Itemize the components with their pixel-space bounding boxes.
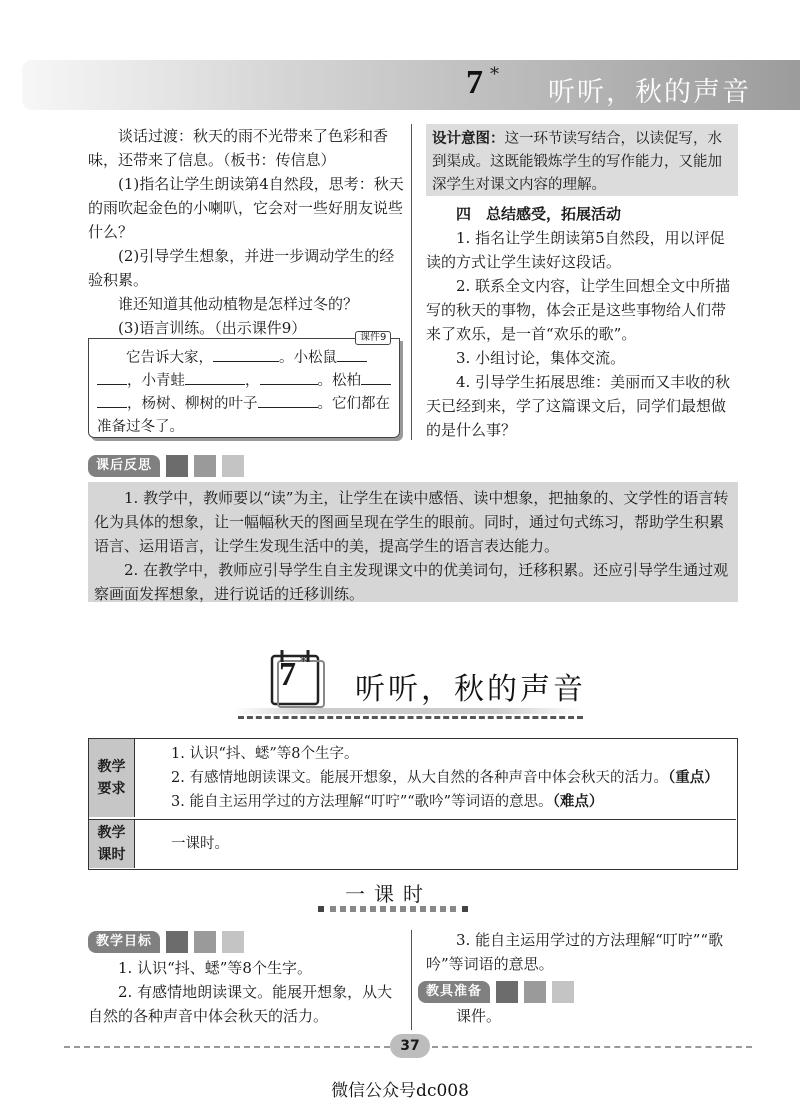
table-row	[89, 820, 736, 868]
reflection-label: 课后反思	[88, 455, 160, 477]
decor-square-icon	[552, 981, 574, 1003]
paragraph: 2. 在教学中，教师应引导学生自主发现课文中的优美词句，迁移积累。还应引导学生通过观察画面发挥想象，进行说话的迁移训练。	[94, 561, 729, 603]
lesson-time: 一课时。	[171, 836, 229, 852]
fill-blank	[361, 370, 391, 385]
period-heading: 一课时	[345, 882, 432, 906]
left-column-text	[88, 124, 406, 340]
column-divider	[411, 124, 412, 440]
lesson-number: 7	[279, 656, 296, 693]
paragraph: 1. 认识“抖、蟋”等8个生字。	[118, 959, 312, 977]
list-item: 3. 能自主运用学过的方法理解“叮咛”“歌吟”等词语的意思。（难点）	[171, 794, 604, 810]
page-number: 37	[390, 1034, 430, 1058]
decor-square-icon	[194, 931, 216, 953]
paragraph: 4. 引导学生拓展思维：美丽而又丰收的秋天已经到来，学了这篇课文后，同学们最想做的是什么事？	[426, 373, 731, 439]
row-label: 教学 课时	[89, 820, 135, 868]
teaching-goals-label-row	[88, 930, 244, 954]
fill-blank	[260, 370, 318, 385]
design-intent-box: 设计意图：这一环节读写结合，以读促写，水到渠成。这既能锻炼学生的写作能力，又能加深学生对课文内容的理解。	[426, 124, 738, 196]
teaching-requirements-table	[88, 738, 738, 870]
decor-square-icon	[496, 981, 518, 1003]
reflection-label-row	[88, 454, 244, 478]
list-item: 1. 认识“抖、蟋”等8个生字。	[171, 746, 359, 762]
fill-blank	[185, 370, 245, 385]
lesson-title: 听听，秋的声音	[355, 672, 586, 707]
paragraph: (3)语言训练。（出示课件9）	[118, 319, 307, 337]
decor-square-icon	[524, 981, 546, 1003]
row-label: 教学 要求	[89, 739, 135, 817]
fill-blank	[337, 347, 367, 362]
tools-label-row	[418, 980, 574, 1004]
section-title: 四 总结感受，拓展活动	[456, 205, 622, 223]
courseware-tag: 课件9	[355, 331, 391, 345]
table-row	[89, 739, 736, 820]
period-heading-dots	[318, 905, 468, 913]
tools-label: 教具准备	[418, 981, 490, 1003]
teaching-goals-text	[88, 956, 406, 1028]
decor-square-icon	[166, 455, 188, 477]
paragraph: (2)引导学生想象，并进一步调动学生的经验积累。	[88, 247, 395, 289]
list-item: 2. 有感情地朗读课文。能展开想象，从大自然的各种声音中体会秋天的活力。（重点）	[171, 770, 719, 786]
header-title: 听听，秋的声音	[548, 77, 751, 108]
footer-dash	[432, 1046, 752, 1048]
paragraph: 谁还知道其他动植物是怎样过冬的？	[118, 295, 359, 313]
paragraph: 2. 有感情地朗读课文。能展开想象，从大自然的各种声音中体会秋天的活力。	[88, 983, 393, 1025]
calendar-icon	[268, 648, 326, 708]
tools-text: 课件。	[456, 1007, 502, 1025]
difficulty-tag: （难点）	[552, 794, 604, 810]
teaching-goals-continued	[426, 928, 738, 976]
design-intent-label: 设计意图：	[432, 131, 505, 147]
banner-shadow	[232, 708, 582, 714]
fill-blank	[97, 393, 127, 408]
teaching-goals-label: 教学目标	[88, 931, 160, 953]
reflection-box	[88, 482, 738, 602]
footer-dash	[64, 1046, 390, 1048]
decor-square-icon	[166, 931, 188, 953]
lesson-star: *	[300, 655, 307, 670]
paragraph: 3. 能自主运用学过的方法理解“叮咛”“歌吟”等词语的意思。	[426, 931, 724, 973]
paragraph: 1. 教学中，教师要以“读”为主，让学生在读中感悟、读中想象，把抽象的、文学性的语言转化为具体的想象，让一幅幅秋天的图画呈现在学生的眼前。同时，通过句式练习，帮助学生积累语言、运用语言，让学生发现生活中的美，提高学生的语言表达能力。	[94, 489, 729, 555]
paragraph: 1. 指名让学生朗读第5自然段，用以评促读的方式让学生读好这段话。	[426, 229, 725, 271]
fill-blank	[213, 347, 279, 362]
paragraph: 3. 小组讨论，集体交流。	[456, 349, 626, 367]
courseware-box: 它告诉大家， 。小松鼠 ，小青蛙 ， 。松柏 ，杨树、柳树的叶子 。它们都在准备过冬了。	[88, 338, 400, 438]
paragraph: 2. 联系全文内容，让学生回想全文中所描写的秋天的事物，体会正是这些事物给人们带来了欢乐，是一首“欢乐的歌”。	[426, 277, 731, 343]
header-lesson-number: 7	[466, 64, 483, 101]
banner-dash	[238, 716, 583, 719]
key-point-tag: （重点）	[667, 770, 719, 786]
paragraph: 谈话过渡：秋天的雨不光带来了色彩和香味，还带来了信息。（板书：传信息）	[88, 127, 389, 169]
watermark-text: 微信公众号dc008	[331, 1081, 469, 1101]
fill-blank	[97, 370, 127, 385]
decor-square-icon	[194, 455, 216, 477]
fill-blank	[258, 393, 318, 408]
column-divider	[411, 930, 412, 1030]
paragraph: (1)指名让学生朗读第4自然段，思考：秋天的雨吹起金色的小喇叭，它会对一些好朋友说些什么？	[88, 175, 404, 241]
header-star: *	[490, 64, 499, 85]
decor-square-icon	[222, 455, 244, 477]
requirements-list	[135, 739, 719, 819]
decor-square-icon	[222, 931, 244, 953]
right-column-text	[426, 202, 738, 442]
